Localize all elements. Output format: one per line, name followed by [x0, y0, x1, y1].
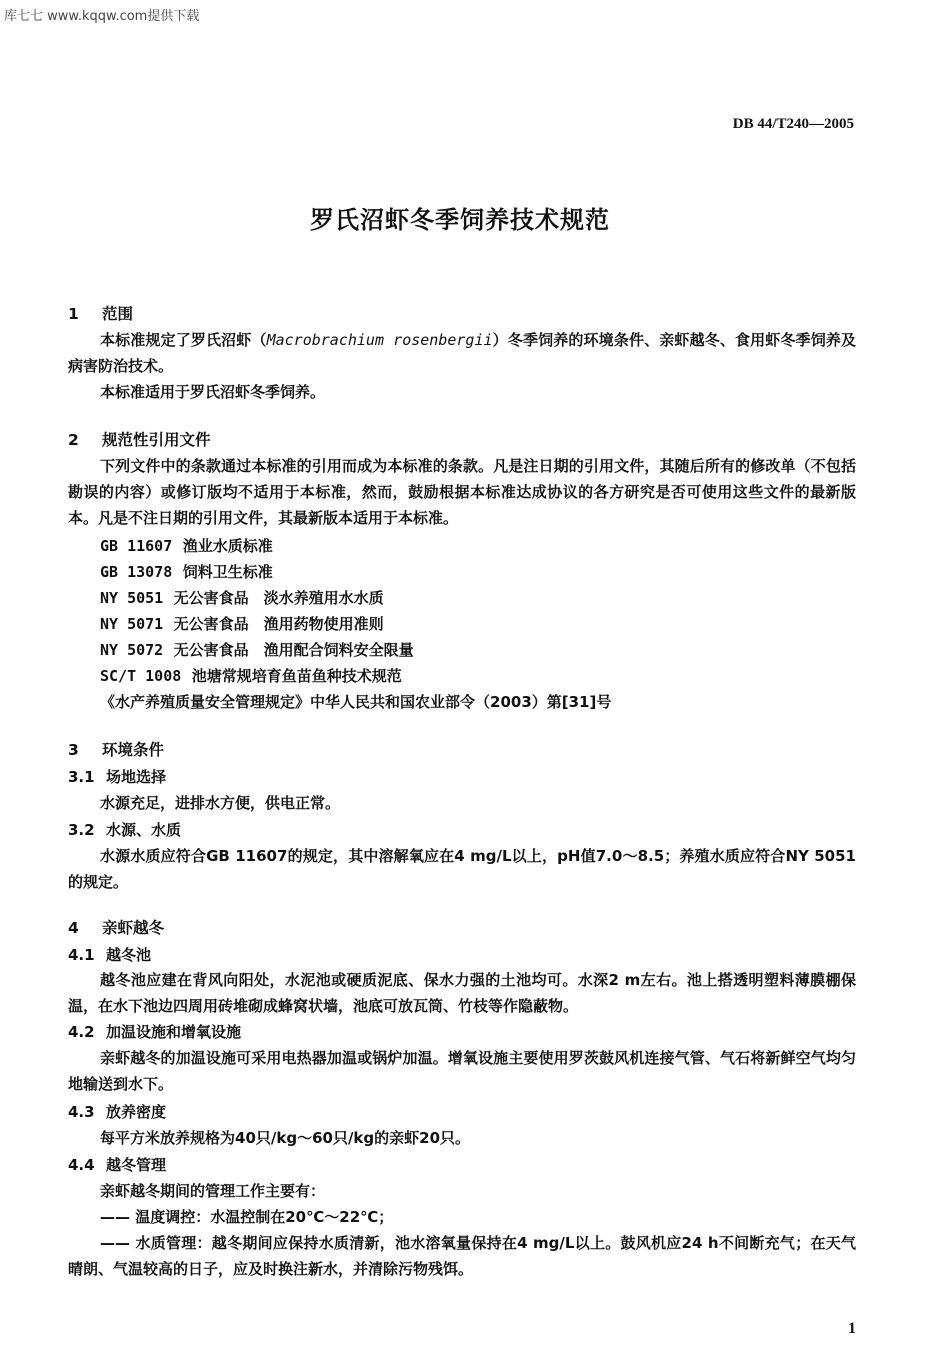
management-intro: 亲虾越冬期间的管理工作主要有： [100, 1182, 326, 1200]
reference-title: 无公害食品 淡水养殖用水水质 [173, 589, 384, 607]
section-title: 亲虾越冬 [102, 919, 165, 937]
scope-paragraph-1 [68, 327, 856, 379]
subsection-title: 越冬管理 [106, 1156, 167, 1174]
subsection-4-4-heading [68, 1154, 166, 1175]
subsection-title: 水源、水质 [106, 821, 182, 839]
subsection-4-2-heading [68, 1021, 241, 1042]
subsection-4-1-heading [68, 944, 151, 965]
watermark: 库七七 www.kqqw.com提供下载 [4, 9, 200, 24]
section-number: 4 [68, 919, 79, 937]
reference-code: GB 13078 [100, 563, 173, 581]
water-quality-text: 水源水质应符合GB 11607的规定，其中溶解氧应在4 mg/L以上，pH值7.0～8.5；养殖水质应符合NY 5051的规定。 [68, 847, 856, 891]
subsection-number: 4.1 [68, 946, 95, 964]
reference-title: 无公害食品 渔用药物使用准则 [173, 615, 384, 633]
reference-code: NY 5051 [100, 589, 164, 607]
reference-decree: 《水产养殖质量安全管理规定》中华人民共和国农业部令（2003）第[31]号 [100, 693, 612, 711]
scope-text-post: ）冬季饲养的环境条件、亲虾越冬、食用虾冬季饲养及病害防治技术。 [68, 331, 856, 375]
section-3-heading [68, 738, 164, 760]
reference-title: 无公害食品 渔用配合饲料安全限量 [173, 641, 414, 659]
section-4-heading [68, 916, 164, 938]
site-selection-text: 水源充足，进排水方便，供电正常。 [100, 794, 341, 812]
subsection-3-2-heading [68, 819, 181, 840]
section-1-heading [68, 302, 133, 324]
references-paragraph: 下列文件中的条款通过本标准的引用而成为本标准的条款。凡是注日期的引用文件，其随后所有的修改单（不包括勘误的内容）或修订版均不适用于本标准，然而，鼓励根据本标准达成协议的各方研究是否可使用这些文件的最新版本。凡是不注日期的引用文件，其最新版本适用于本标准。 [68, 457, 856, 527]
scope-paragraph-2: 本标准适用于罗氏沼虾冬季饲养。 [100, 383, 326, 401]
stocking-density-text: 每平方米放养规格为40只/kg～60只/kg的亲虾20只。 [100, 1129, 471, 1147]
reference-title: 渔业水质标准 [182, 537, 273, 555]
section-number: 1 [68, 305, 79, 323]
overwintering-pond-text: 越冬池应建在背风向阳处，水泥池或硬质泥底、保水力强的土池均可。水深2 m左右。池上搭透明塑料薄膜棚保温，在水下池边四周用砖堆砌成蜂窝状墙，池底可放瓦筒、竹枝等作隐蔽物。 [68, 971, 856, 1015]
subsection-title: 加温设施和增氧设施 [106, 1023, 242, 1041]
document-number: DB 44/T240—2005 [732, 116, 854, 132]
reference-item [100, 561, 273, 582]
reference-code: SC/T 1008 [100, 667, 182, 685]
subsection-number: 3.1 [68, 768, 95, 786]
subsection-title: 放养密度 [106, 1103, 167, 1121]
reference-item [100, 587, 384, 608]
subsection-title: 越冬池 [106, 946, 152, 964]
section-title: 环境条件 [102, 741, 165, 759]
species-latin-name: Macrobrachium rosenbergii [266, 331, 493, 349]
scope-text-pre: 本标准规定了罗氏沼虾（ [100, 331, 267, 349]
subsection-number: 4.2 [68, 1023, 95, 1041]
reference-item [100, 639, 414, 660]
page-title: 罗氏沼虾冬季饲养技术规范 [310, 206, 610, 234]
section-2-heading [68, 428, 211, 450]
subsection-4-3-heading [68, 1101, 166, 1122]
section-number: 2 [68, 431, 79, 449]
reference-code: NY 5071 [100, 615, 164, 633]
subsection-number: 4.3 [68, 1103, 95, 1121]
management-item-water-quality: —— 水质管理：越冬期间应保持水质清新，池水溶氧量保持在4 mg/L以上。鼓风机应24 h不间断充气；在天气晴朗、气温较高的日子，应及时换注新水，并清除污物残饵。 [68, 1234, 856, 1278]
reference-item [100, 665, 402, 686]
section-title: 规范性引用文件 [102, 431, 211, 449]
reference-item [100, 613, 384, 634]
subsection-title: 场地选择 [106, 768, 167, 786]
reference-code: GB 11607 [100, 537, 173, 555]
reference-title: 池塘常规培育鱼苗鱼种技术规范 [191, 667, 402, 685]
management-item-temperature: —— 温度调控：水温控制在20℃～22℃； [100, 1208, 394, 1226]
section-title: 范围 [102, 305, 134, 323]
reference-code: NY 5072 [100, 641, 164, 659]
reference-item [100, 535, 273, 556]
reference-title: 饲料卫生标准 [182, 563, 273, 581]
subsection-number: 4.4 [68, 1156, 95, 1174]
subsection-number: 3.2 [68, 821, 95, 839]
heating-oxygen-text: 亲虾越冬的加温设施可采用电热器加温或锅炉加温。增氧设施主要使用罗茨鼓风机连接气管、气石将新鲜空气均匀地输送到水下。 [68, 1049, 856, 1093]
page-number: 1 [848, 1320, 856, 1337]
section-number: 3 [68, 741, 79, 759]
subsection-3-1-heading [68, 766, 166, 787]
